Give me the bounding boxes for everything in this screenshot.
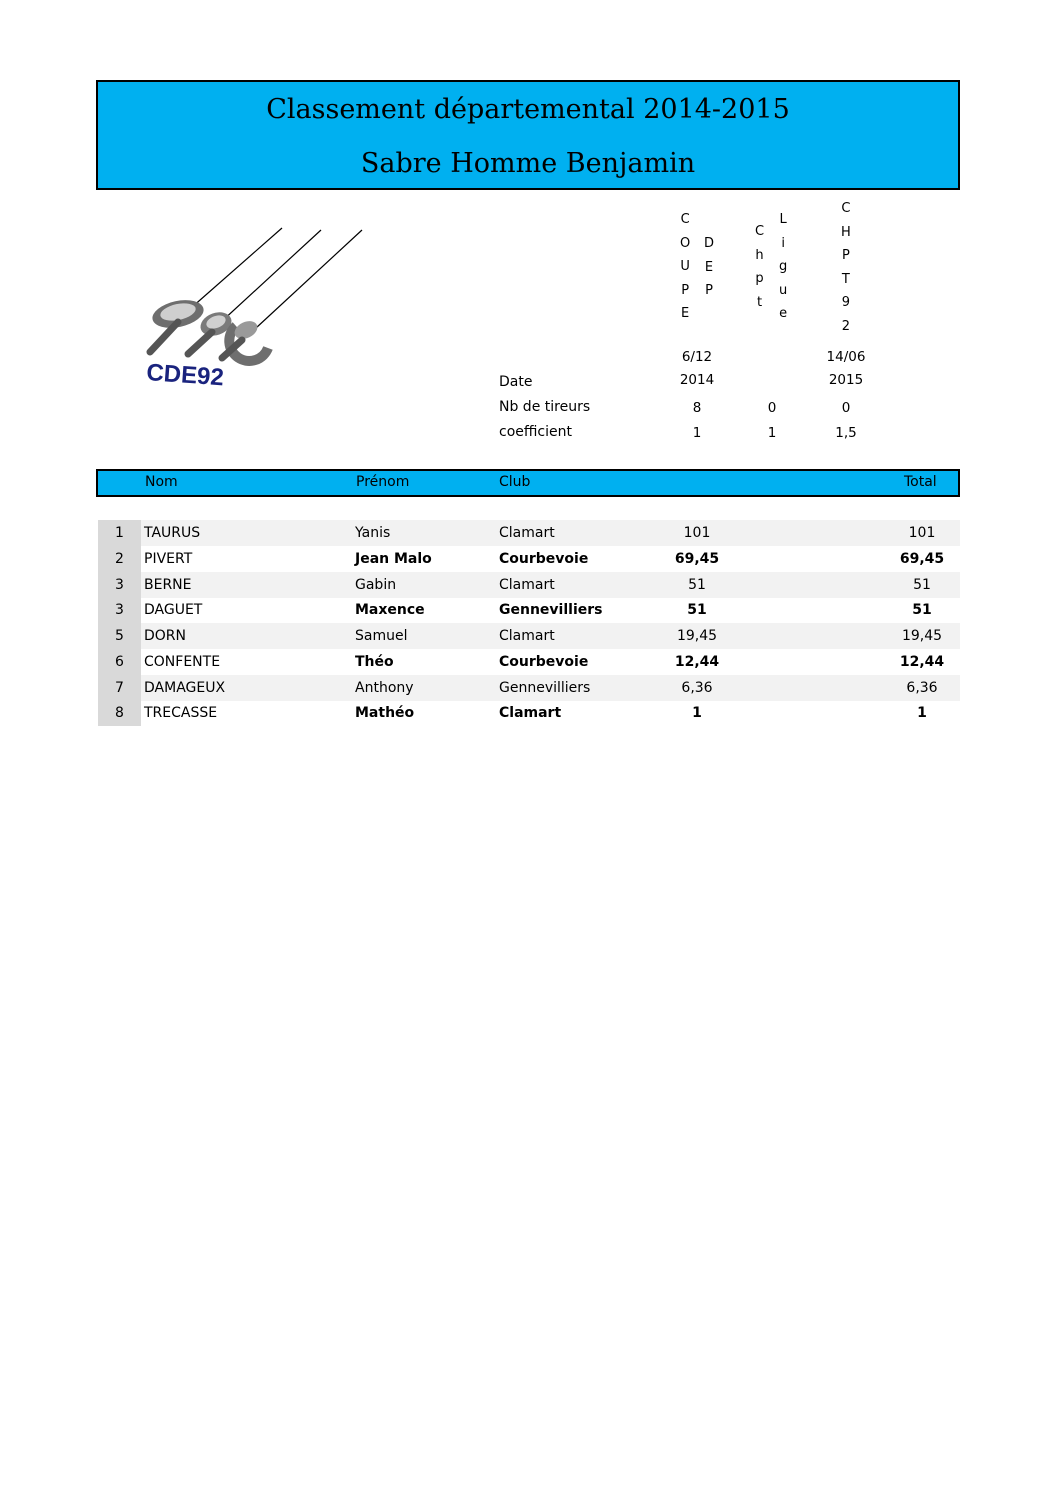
club-cell: Clamart <box>499 525 555 541</box>
total-cell: 101 <box>908 525 936 541</box>
column-header-prenom: Prénom <box>356 474 410 490</box>
rank-cell: 7 <box>98 675 141 701</box>
event2-name2: L i g u e <box>779 212 788 321</box>
event1-score-cell: 12,44 <box>674 654 720 670</box>
event1-score-cell: 6,36 <box>681 680 713 696</box>
table-row <box>98 597 960 623</box>
event3-date-line2: 2015 <box>828 372 864 388</box>
table-row <box>98 700 960 726</box>
table-header <box>96 469 960 497</box>
nom-cell: TRECASSE <box>144 705 218 721</box>
nom-cell: CONFENTE <box>144 654 221 670</box>
rank-cell: 6 <box>98 649 141 675</box>
nom-cell: BERNE <box>144 577 192 593</box>
logo-text: CDE92 <box>145 359 225 392</box>
date-label: Date <box>499 374 533 390</box>
table-row <box>98 546 960 572</box>
column-header-total: Total <box>904 474 937 490</box>
event3-date-line1: 14/06 <box>826 349 866 365</box>
total-cell: 12,44 <box>899 654 945 670</box>
column-header-club: Club <box>499 474 531 490</box>
event1-score-cell: 51 <box>687 602 707 618</box>
rank-cell: 3 <box>98 572 141 598</box>
prenom-cell: Maxence <box>355 602 425 618</box>
total-cell: 69,45 <box>899 551 945 567</box>
event1-score-cell: 19,45 <box>676 628 718 644</box>
event2-nb-tireurs: 0 <box>767 400 777 416</box>
rank-cell: 8 <box>98 700 141 726</box>
rank-cell: 5 <box>98 623 141 649</box>
title-box <box>96 80 960 190</box>
nom-cell: DORN <box>144 628 186 644</box>
event1-name: C O U P E <box>680 212 691 321</box>
club-cell: Clamart <box>499 577 555 593</box>
table-row <box>98 649 960 675</box>
total-cell: 1 <box>917 705 927 721</box>
page-title: Classement départemental 2014-2015 <box>266 94 790 125</box>
nom-cell: DAGUET <box>144 602 203 618</box>
prenom-cell: Théo <box>355 654 394 670</box>
total-cell: 6,36 <box>906 680 938 696</box>
nom-cell: DAMAGEUX <box>144 680 226 696</box>
nom-cell: PIVERT <box>144 551 193 567</box>
coefficient-label: coefficient <box>499 424 572 440</box>
nb-tireurs-label: Nb de tireurs <box>499 399 591 415</box>
total-cell: 19,45 <box>901 628 943 644</box>
event1-nb-tireurs: 8 <box>692 400 702 416</box>
event1-score-cell: 1 <box>692 705 702 721</box>
prenom-cell: Anthony <box>355 680 414 696</box>
prenom-cell: Jean Malo <box>355 551 432 567</box>
table-row <box>98 675 960 701</box>
prenom-cell: Samuel <box>355 628 408 644</box>
total-cell: 51 <box>913 577 931 593</box>
event2-name: C h p t <box>755 224 765 310</box>
club-cell: Gennevilliers <box>499 680 591 696</box>
event1-score-cell: 69,45 <box>674 551 720 567</box>
nom-cell: TAURUS <box>144 525 201 541</box>
event1-date-line2: 2014 <box>679 372 715 388</box>
table-row <box>98 623 960 649</box>
event1-name2: D E P <box>704 236 715 298</box>
rank-cell: 2 <box>98 546 141 572</box>
total-cell: 51 <box>912 602 932 618</box>
table-row <box>98 572 960 598</box>
event1-coefficient: 1 <box>692 425 702 441</box>
event3-coefficient: 1,5 <box>835 425 857 441</box>
prenom-cell: Yanis <box>355 525 391 541</box>
club-cell: Courbevoie <box>499 551 589 567</box>
rank-cell: 3 <box>98 597 141 623</box>
event3-name: C H P T 9 2 <box>841 201 851 334</box>
prenom-cell: Gabin <box>355 577 397 593</box>
column-header-nom: Nom <box>145 474 178 490</box>
table-row <box>98 520 960 546</box>
prenom-cell: Mathéo <box>355 705 415 721</box>
club-cell: Gennevilliers <box>499 602 603 618</box>
event1-score-cell: 51 <box>688 577 706 593</box>
event1-score-cell: 101 <box>683 525 711 541</box>
club-cell: Clamart <box>499 705 562 721</box>
club-cell: Clamart <box>499 628 555 644</box>
club-cell: Courbevoie <box>499 654 589 670</box>
event3-nb-tireurs: 0 <box>841 400 851 416</box>
event2-coefficient: 1 <box>767 425 777 441</box>
page-subtitle: Sabre Homme Benjamin <box>360 148 696 179</box>
fencing-masks-logo-icon <box>136 222 376 392</box>
event1-date-line1: 6/12 <box>681 349 713 365</box>
rank-cell: 1 <box>98 520 141 546</box>
